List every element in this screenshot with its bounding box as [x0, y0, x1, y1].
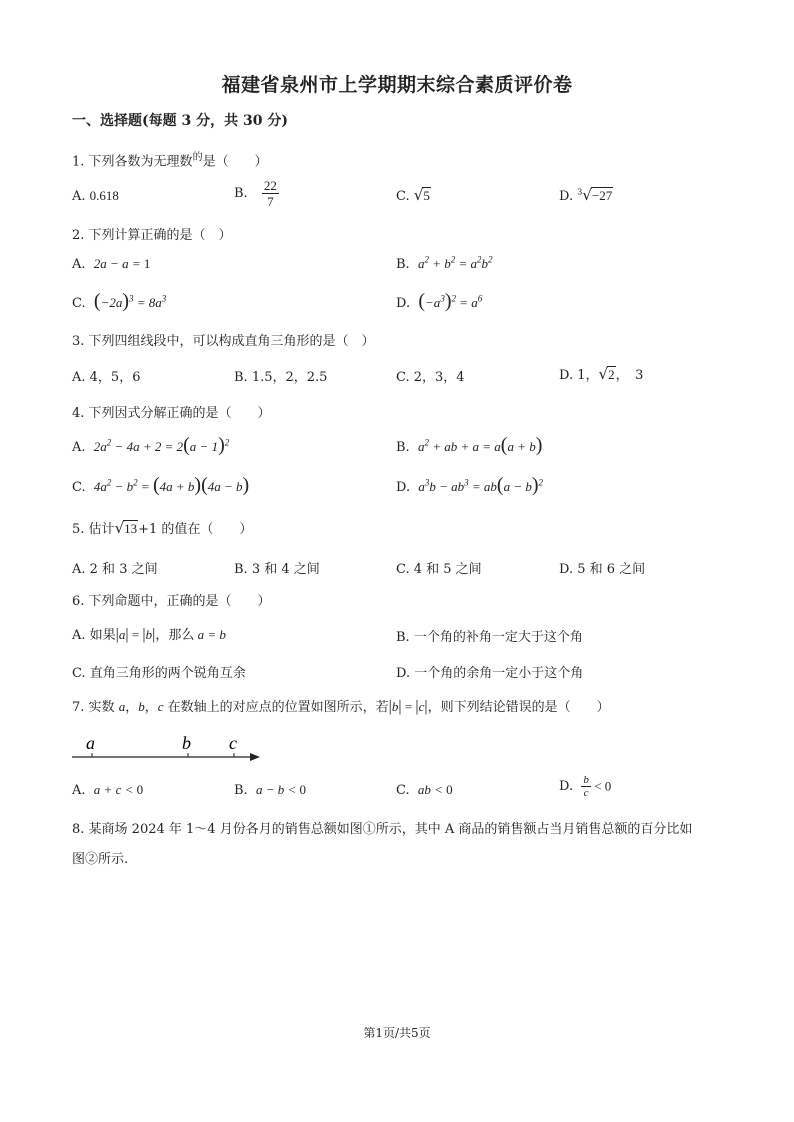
question-6-stem: 6. 下列命题中，正确的是（ ） [72, 594, 271, 609]
label-a: a [86, 733, 95, 753]
label-c: c [229, 733, 237, 753]
page-footer: 第1页/共5页 [363, 1026, 431, 1040]
question-7-option-c: C. ab < 0 [396, 782, 453, 798]
question-4-stem: 4. 下列因式分解正确的是（ ） [72, 406, 271, 421]
question-4-option-d: D. $a^3b - ab^3 = ab(a - b)^2$ [396, 474, 544, 496]
question-5-option-b: B. 3 和 4 之间 [234, 562, 320, 577]
question-6-option-b: B. 一个角的补角一定大于这个角 [396, 630, 583, 645]
question-3-option-a: A. 4，5，6 [72, 370, 141, 385]
question-7-option-b: B. a − b < 0 [234, 782, 306, 798]
question-1-option-a: A. 0.618 [72, 188, 119, 204]
question-3-stem: 3. 下列四组线段中，可以构成直角三角形的是（ ） [72, 334, 375, 349]
question-7-stem: 7. 实数 a，b，c 在数轴上的对应点的位置如图所示，若|b| = |c|，则下列结论错误的是（ ） [72, 698, 610, 715]
question-8-stem-line1: 8. 某商场 2024 年 1～4 月份各月的销售总额如图①所示，其中 A 商品的销售额占当月销售总额的百分比如 [72, 822, 693, 837]
question-4-option-b: B. $a^2$ + ab + a = a(a + b) [396, 434, 543, 456]
question-2-option-b: B. $a^2 + b^2 = a^2b^2$ [396, 254, 493, 272]
question-2-stem: 2. 下列计算正确的是（ ） [72, 228, 232, 243]
label-b: b [182, 733, 191, 753]
question-1-option-d: D. $^3$√−27 [559, 186, 613, 204]
section-heading: 一、选择题(每题 3 分，共 30 分) [72, 113, 288, 129]
page-title: 福建省泉州市上学期期末综合素质评价卷 [221, 74, 573, 96]
question-7-option-d: D. $\frac{b}{c}$ < 0 [559, 774, 612, 799]
question-6-option-a: A. 如果|a| = |b|，那么 a = b [72, 626, 226, 643]
question-4-option-a: A. $2a^2 - 4a + 2 = 2(a - 1)^2$ [72, 434, 230, 456]
question-2-option-c: C. $(-2a)^3 = 8a^3$ [72, 290, 167, 312]
question-5-option-d: D. 5 和 6 之间 [559, 562, 646, 577]
question-1-option-c: C. √5 [396, 186, 430, 204]
question-2-option-d: D. $(-a^3)^2 = a^6$ [396, 290, 483, 312]
question-8-stem-line2: 图②所示. [72, 852, 129, 867]
question-5-option-a: A. 2 和 3 之间 [72, 562, 158, 577]
question-3-option-b: B. 1.5，2，2.5 [234, 370, 328, 385]
question-6-option-d: D. 一个角的余角一定小于这个角 [396, 666, 584, 681]
question-6-option-c: C. 直角三角形的两个锐角互余 [72, 666, 246, 681]
question-4-option-c: C. $4a^2 - b^2 = (4a + b)(4a - b)$ [72, 474, 250, 496]
question-3-option-c: C. 2，3，4 [396, 370, 465, 385]
question-5-stem: 5. 估计√13+1 的值在（ ） [72, 519, 253, 537]
question-5-option-c: C. 4 和 5 之间 [396, 562, 482, 577]
question-1-option-b: B. $\frac{22}{7}$ [234, 178, 277, 209]
question-7-option-a: A. a + c < 0 [72, 782, 144, 798]
question-1-stem: 1. 下列各数为无理数$^的$是（ ） [72, 152, 268, 170]
number-line-figure [72, 733, 272, 769]
arrow-right-icon [250, 753, 260, 761]
question-2-option-a: A. 2a − a = 1 [72, 256, 151, 272]
question-3-option-d: D. 1，√2， 3 [559, 365, 644, 383]
